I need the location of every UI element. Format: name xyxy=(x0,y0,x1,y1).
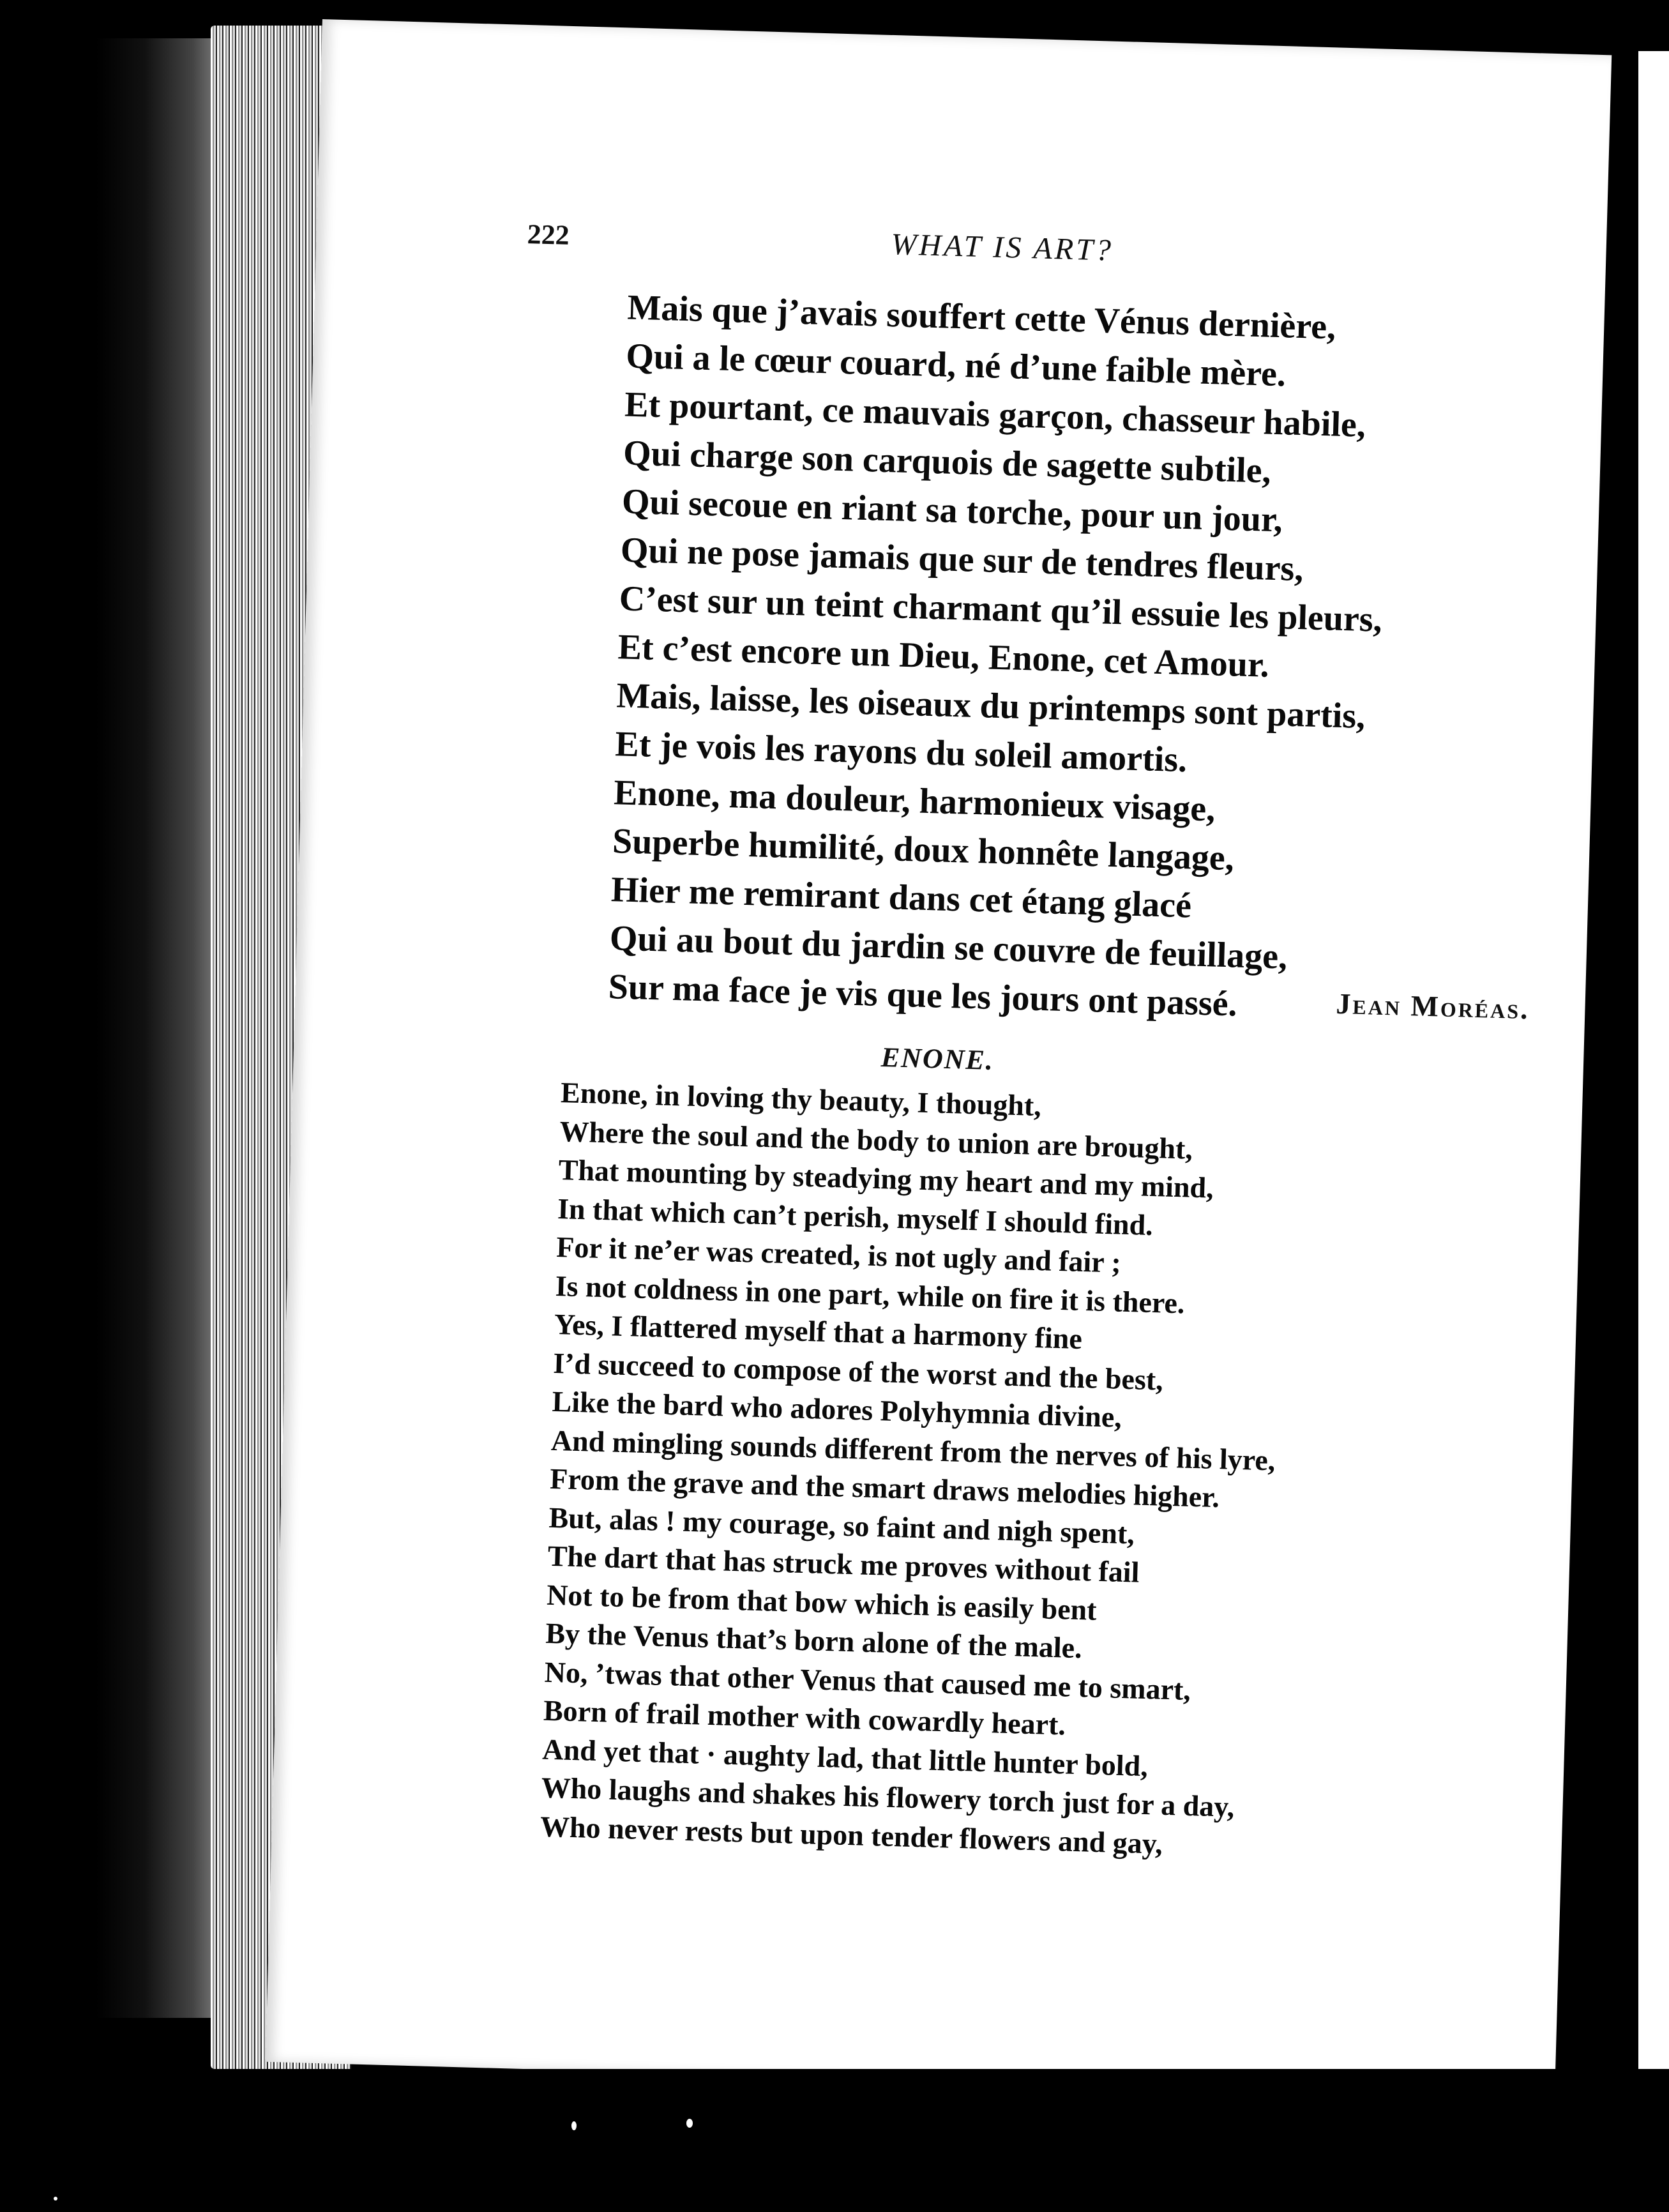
poem-line: Qui secoue en riant sa torche, pour un jour, xyxy=(621,481,1283,540)
poem-line: That mounting by steadying my heart and my mind, xyxy=(558,1153,1214,1204)
poem-line: Who never rests but upon tender flowers and gay, xyxy=(540,1810,1163,1860)
poem-line: But, alas ! my courage, so faint and nigh spent, xyxy=(548,1501,1135,1550)
poem-line: Born of frail mother with cowardly heart. xyxy=(543,1693,1066,1741)
poem-line: The dart that has struck me proves without fail xyxy=(547,1539,1140,1589)
poem-line: From the grave and the smart draws melodies higher. xyxy=(549,1462,1220,1514)
scan-speck xyxy=(571,2121,577,2130)
poem-line: Sur ma face je vis que les jours ont passé. xyxy=(608,967,1238,1024)
poem-line: Enone, ma douleur, harmonieux visage, xyxy=(613,773,1216,830)
poem-line: Hier me remirant dans cet étang glacé xyxy=(610,870,1192,926)
poem-line: Enone, in loving thy beauty, I thought, xyxy=(560,1076,1042,1123)
poem-line: Qui ne pose jamais que sur de tendres fleurs, xyxy=(620,530,1304,589)
french-poem xyxy=(608,284,1391,1033)
scan-speck xyxy=(686,2119,693,2128)
poem-line: In that which can’t perish, myself I should find. xyxy=(557,1192,1154,1241)
poem-line: No, ’twas that other Venus that caused me to smart, xyxy=(544,1655,1191,1706)
poem-line: For it ne’er was created, is not ugly and fair ; xyxy=(555,1230,1122,1279)
poem-line: And mingling sounds different from the nerves of his lyre, xyxy=(550,1423,1276,1477)
scan-bottom-margin xyxy=(0,2069,1669,2212)
poem-title: ENONE. xyxy=(880,1042,995,1076)
poem-line: And yet that · aughty lad, that little hunter bold, xyxy=(541,1732,1149,1782)
poem-line: Et c’est encore un Dieu, Enone, cet Amour. xyxy=(617,627,1270,685)
book-edge-shadow xyxy=(96,38,217,2018)
poem-line: Where the soul and the body to union are brought, xyxy=(559,1114,1193,1165)
poem-line: Mais que j’avais souffert cette Vénus dernière, xyxy=(626,287,1336,347)
english-poem xyxy=(540,1073,1285,1866)
running-title: WHAT IS ART? xyxy=(890,227,1114,268)
poem-line: Qui charge son carquois de sagette subtile, xyxy=(623,433,1272,491)
page-number: 222 xyxy=(527,218,570,251)
poem-line: By the Venus that’s born alone of the male. xyxy=(545,1616,1083,1665)
poem-line: Mais, laisse, les oiseaux du printemps sont partis, xyxy=(615,676,1366,737)
poem-line: Qui au bout du jardin se couvre de feuillage, xyxy=(609,918,1288,977)
scan-speck xyxy=(54,2197,57,2201)
poem-line: I’d succeed to compose of the worst and the best, xyxy=(552,1346,1164,1397)
book-page xyxy=(266,19,1612,2098)
facing-page-edge xyxy=(1635,51,1669,2082)
poem-line: Et pourtant, ce mauvais garçon, chasseur habile, xyxy=(624,384,1366,445)
poem-line: C’est sur un teint charmant qu’il essuie les pleurs, xyxy=(618,579,1383,640)
poem-line: Qui a le cœur couard, né d’une faible mère. xyxy=(625,336,1287,395)
poem-line: Who laughs and shakes his flowery torch just for a day, xyxy=(541,1771,1235,1823)
poem-line: Yes, I flattered myself that a harmony fine xyxy=(554,1307,1083,1356)
poem-line: Superbe humilité, doux honnête langage, xyxy=(612,821,1235,879)
poem-line: Like the bard who adores Polyhymnia divine, xyxy=(551,1384,1122,1434)
poem-line: Not to be from that bow which is easily bent xyxy=(546,1578,1098,1626)
poem-line: Is not coldness in one part, while on fire it is there. xyxy=(555,1269,1186,1319)
poem-line: Et je vois les rayons du soleil amortis. xyxy=(614,724,1188,780)
poem-author: Jean Moréas. xyxy=(1335,987,1530,1026)
